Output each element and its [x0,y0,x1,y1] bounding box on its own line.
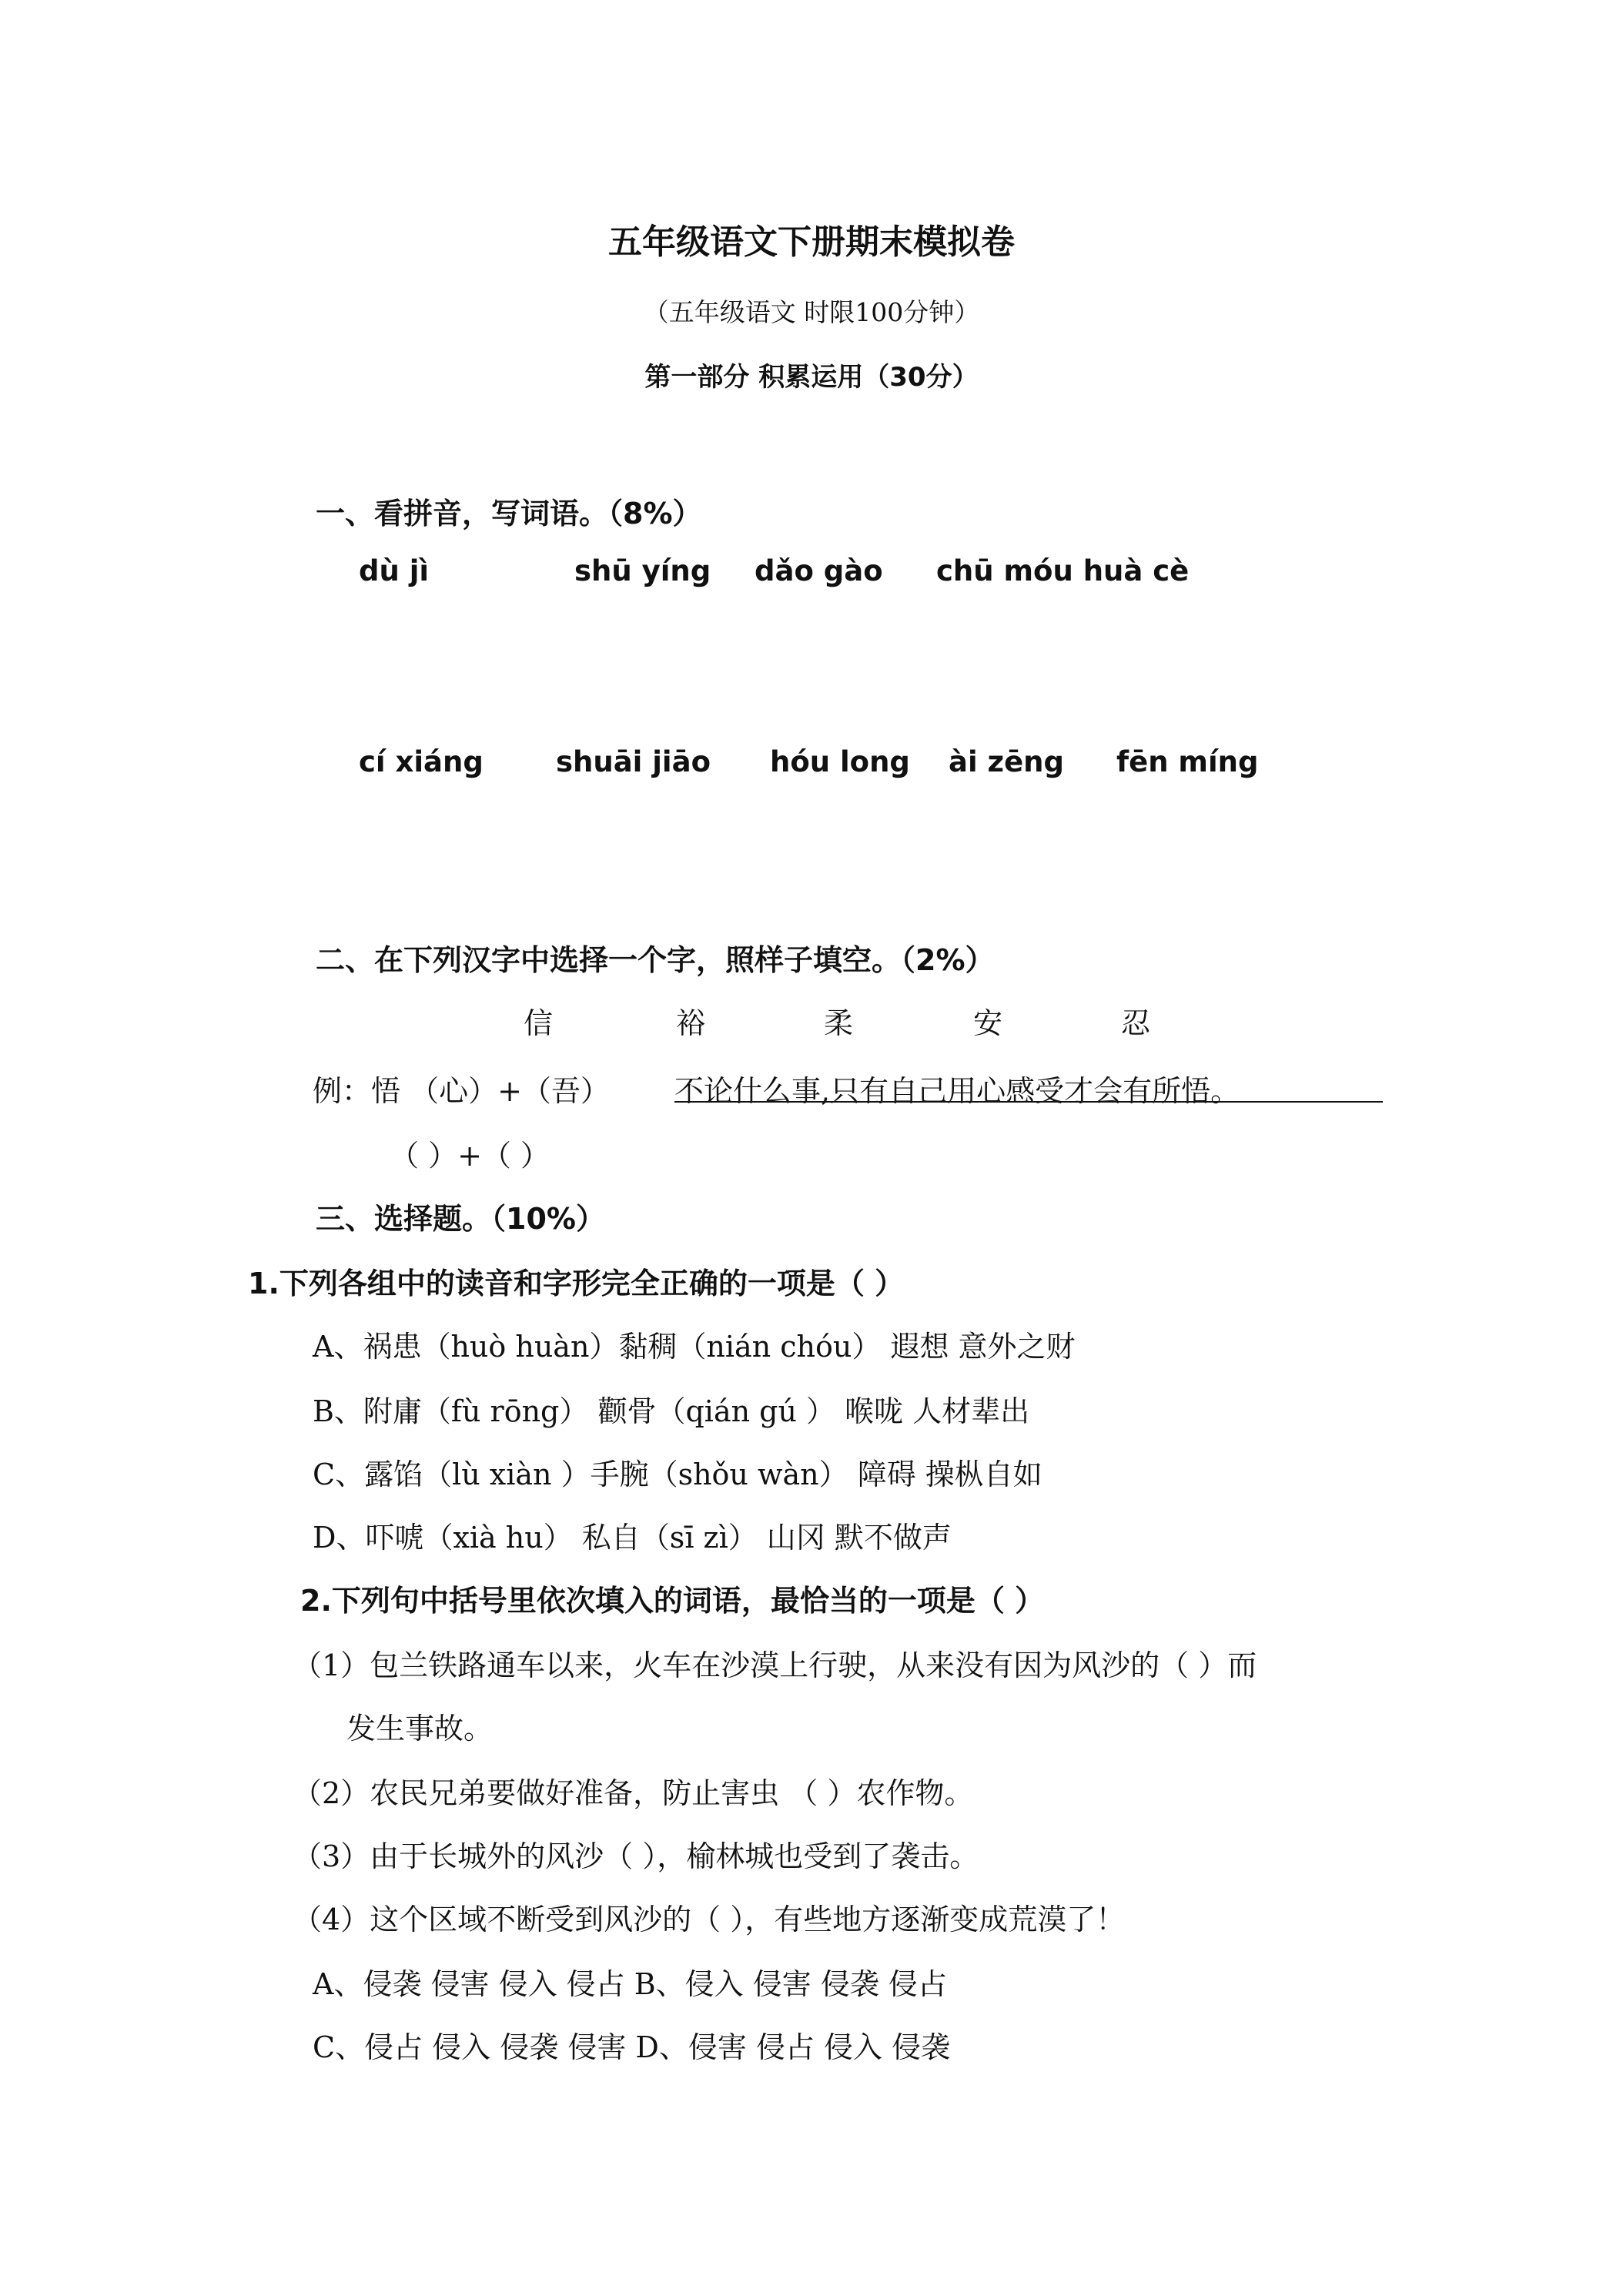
page-title: 五年级语文下册期末模拟卷 [608,223,1015,262]
sentence-line: （2）农民兄弟要做好准备，防止害虫 （ ）农作物。 [293,1776,974,1810]
choice-line: C、侵占 侵入 侵袭 侵害 D、侵害 侵占 侵入 侵袭 [313,2030,951,2064]
q3-heading: 三、选择题。（10%） [316,1202,605,1236]
candidate-char: 柔 [824,1006,854,1040]
pinyin-item: shū yíng [574,554,711,587]
answer-blank-line: （ ）+（ ） [390,1139,550,1173]
example-sentence: 不论什么事,只有自己用心感受才会有所悟。 [674,1074,1240,1108]
sentence-line: 发生事故。 [346,1712,494,1745]
pinyin-item: fēn míng [1116,745,1259,778]
q2-heading: 二、在下列汉字中选择一个字，照样子填空。（2%） [316,943,995,977]
sentence-line: （4）这个区域不断受到风沙的（ ），有些地方逐渐变成荒漠了！ [293,1903,1126,1936]
pinyin-item: dǎo gào [755,554,883,587]
sentence-line: （1）包兰铁路通车以来，火车在沙漠上行驶，从来没有因为风沙的（ ）而 [293,1648,1257,1682]
sentence-line: （3）由于长城外的风沙（ ），榆林城也受到了袭击。 [293,1839,979,1873]
q1-heading: 一、看拼音，写词语。（8%） [316,497,702,530]
pinyin-item: hóu long [770,745,910,778]
pinyin-item: ài zēng [949,745,1064,778]
option-line: B、附庸（fù rōng） 颧骨（qián gú ） 喉咙 人材辈出 [313,1394,1030,1428]
q3-item1-stem: 1.下列各组中的读音和字形完全正确的一项是（ ） [248,1267,905,1300]
option-line: D、吓唬（xià hu） 私自（sī zì） 山冈 默不做声 [313,1521,952,1555]
candidate-char: 信 [524,1006,554,1040]
candidate-char: 安 [973,1006,1003,1040]
option-line: A、祸患（huò huàn）黏稠（nián chóu） 遐想 意外之财 [313,1330,1076,1364]
pinyin-item: chū móu huà cè [936,554,1190,587]
pinyin-item: dù jì [359,554,430,587]
pinyin-item: cí xiáng [359,745,484,778]
choice-line: A、侵袭 侵害 侵入 侵占 B、侵入 侵害 侵袭 侵占 [313,1967,947,2001]
example-underline [674,1101,1383,1103]
option-line: C、露馅（lù xiàn ）手腕（shǒu wàn） 障碍 操枞自如 [313,1458,1042,1491]
part-one-heading: 第一部分 积累运用（30分） [644,362,979,393]
pinyin-item: shuāi jiāo [556,745,711,778]
candidate-char: 忍 [1121,1006,1151,1040]
candidate-char: 裕 [676,1006,706,1040]
q3-item2-stem: 2.下列句中括号里依次填入的词语，最恰当的一项是（ ） [300,1584,1045,1618]
exam-subtitle: （五年级语文 时限100分钟） [643,297,980,327]
example-label: 例：悟 （心）+（吾） [313,1074,610,1108]
